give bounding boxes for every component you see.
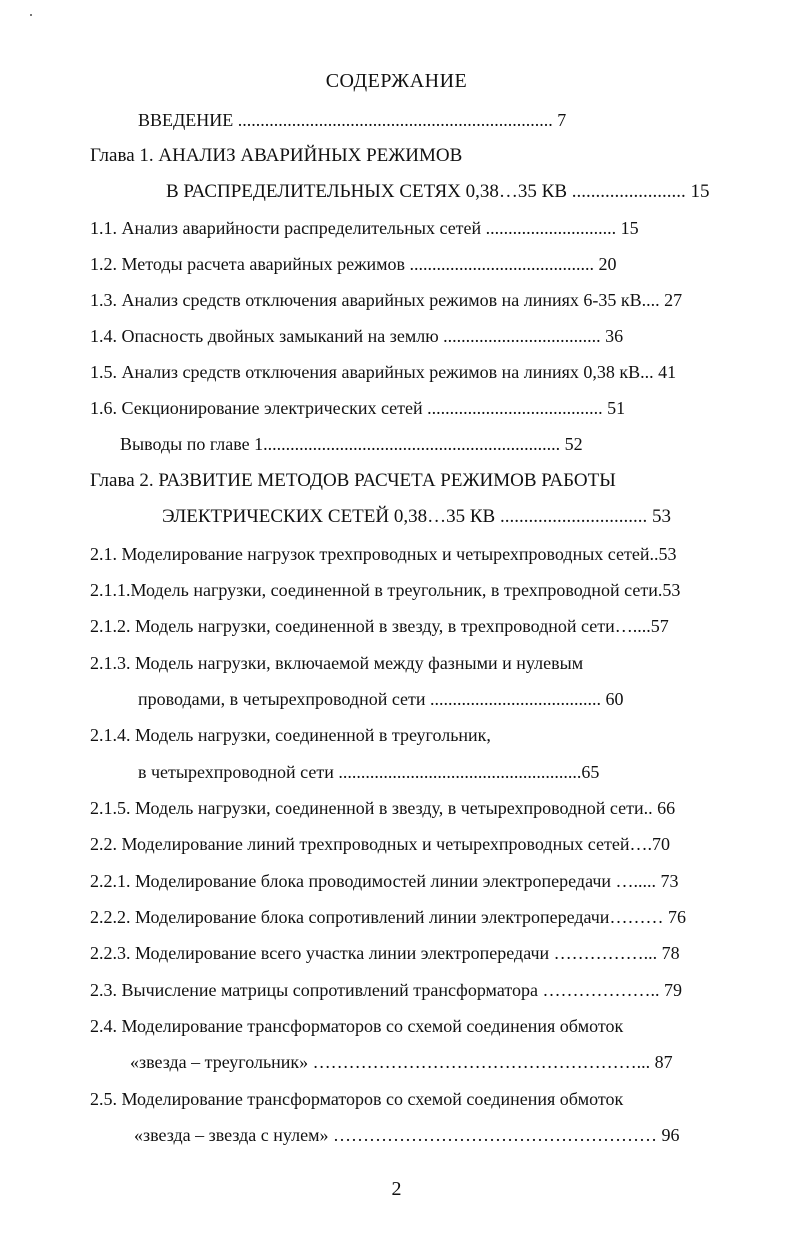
toc-entry: 2.2. Моделирование линий трехпроводных и четырехпроводных сетей….70	[90, 834, 670, 854]
toc-entry: «звезда – треугольник» ………………………………………………... 87	[130, 1052, 673, 1072]
toc-entry: В РАСПРЕДЕЛИТЕЛЬНЫХ СЕТЯХ 0,38…35 КВ ........................ 15	[166, 181, 710, 202]
toc-entry: 2.1. Моделирование нагрузок трехпроводных и четырехпроводных сетей..53	[90, 544, 677, 564]
toc-entry: 1.1. Анализ аварийности распределительных сетей ............................. 15	[90, 218, 639, 238]
toc-entry: в четырехпроводной сети ......................................................65	[138, 762, 600, 782]
toc-entry: 2.1.4. Модель нагрузки, соединенной в треугольник,	[90, 725, 491, 745]
toc-entry: 2.2.1. Моделирование блока проводимостей линии электропередачи …..... 73	[90, 871, 679, 891]
toc-entry: Выводы по главе 1.................................................................. 52	[120, 434, 583, 454]
toc-entry: 1.4. Опасность двойных замыканий на землю ................................... 36	[90, 326, 624, 346]
toc-entry: 1.6. Секционирование электрических сетей ....................................... 51	[90, 398, 626, 418]
toc-entry: проводами, в четырехпроводной сети ...................................... 60	[138, 689, 624, 709]
toc-entry: 2.2.2. Моделирование блока сопротивлений линии электропередачи……… 76	[90, 907, 686, 927]
toc-entry: 2.1.5. Модель нагрузки, соединенной в звезду, в четырехпроводной сети.. 66	[90, 798, 676, 818]
toc-entry: 1.5. Анализ средств отключения аварийных режимов на линиях 0,38 кВ... 41	[90, 362, 677, 382]
toc-entry: ЭЛЕКТРИЧЕСКИХ СЕТЕЙ 0,38…35 КВ ............................... 53	[162, 506, 671, 527]
page-number: 2	[391, 1178, 402, 1200]
toc-entry: 2.4. Моделирование трансформаторов со схемой соединения обмоток	[90, 1016, 624, 1036]
toc-entry: 2.1.2. Модель нагрузки, соединенной в звезду, в трехпроводной сети…....57	[90, 616, 669, 636]
toc-entry: 1.3. Анализ средств отключения аварийных режимов на линиях 6-35 кВ.... 27	[90, 290, 683, 310]
toc-entry: «звезда – звезда с нулем» ……………………………………………… 96	[134, 1125, 680, 1145]
toc-entry: 2.1.3. Модель нагрузки, включаемой между фазными и нулевым	[90, 653, 584, 673]
toc-entry: 2.3. Вычисление матрицы сопротивлений трансформатора ……………….. 79	[90, 980, 682, 1000]
page-title: СОДЕРЖАНИЕ	[325, 70, 468, 92]
scan-speck	[30, 14, 32, 16]
toc-entry: 2.5. Моделирование трансформаторов со схемой соединения обмоток	[90, 1089, 624, 1109]
toc-chapter-heading: Глава 2. РАЗВИТИЕ МЕТОДОВ РАСЧЕТА РЕЖИМОВ РАБОТЫ	[90, 470, 616, 491]
toc-entry: 2.1.1.Модель нагрузки, соединенной в треугольник, в трехпроводной сети.53	[90, 580, 681, 600]
toc-entry: 2.2.3. Моделирование всего участка линии электропередачи ……………... 78	[90, 943, 680, 963]
toc-entry: 1.2. Методы расчета аварийных режимов ......................................... 20	[90, 254, 617, 274]
toc-chapter-heading: Глава 1. АНАЛИЗ АВАРИЙНЫХ РЕЖИМОВ	[90, 145, 463, 166]
toc-entry: ВВЕДЕНИЕ ...................................................................... 7	[138, 110, 567, 130]
